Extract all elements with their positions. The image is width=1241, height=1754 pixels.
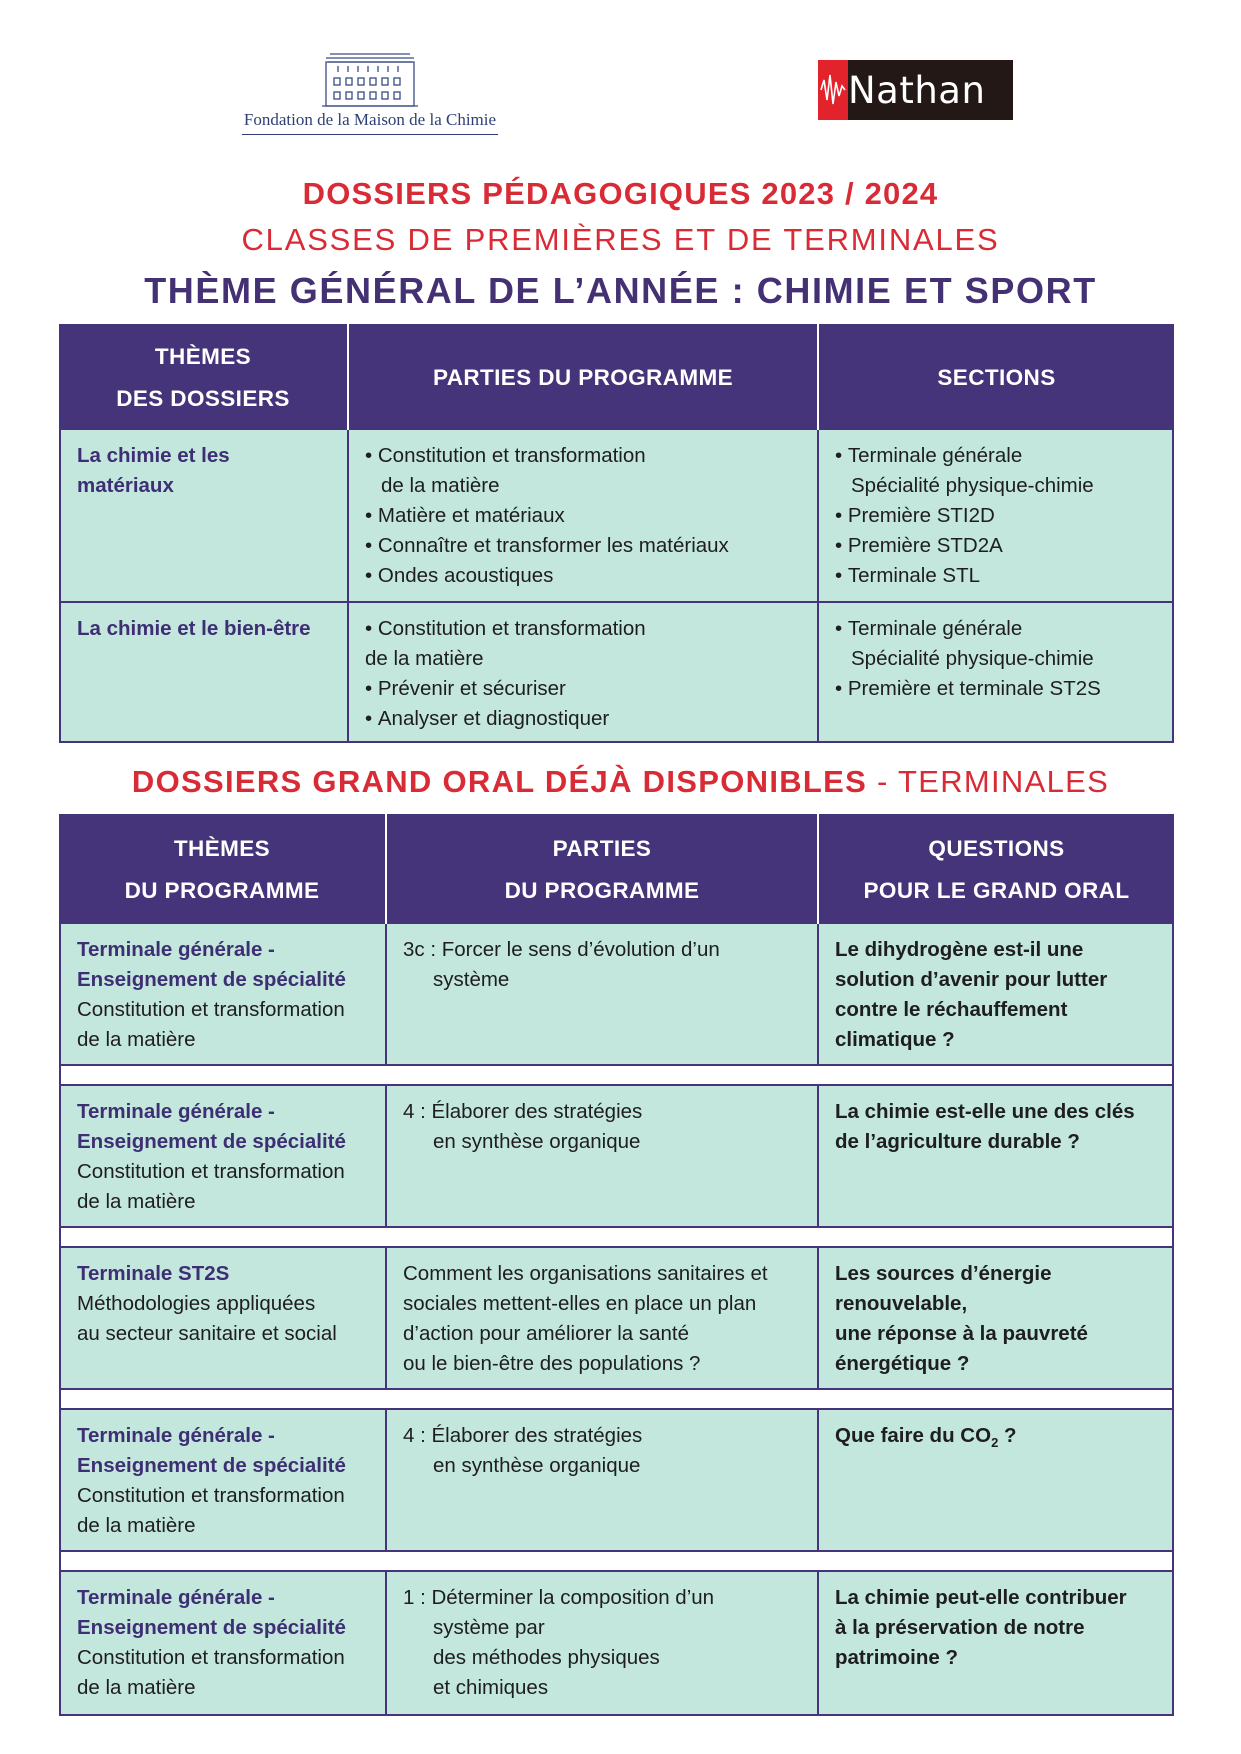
header-parties-programme: PARTIES DU PROGRAMME <box>385 814 817 926</box>
table-row <box>59 1408 1174 1552</box>
row-spacer <box>59 1066 1174 1086</box>
theme-cell: Terminale ST2S Méthodologies appliquées au secteur sanitaire et social <box>77 1262 337 1345</box>
theme-cell: Terminale générale - Enseignement de spécialité Constitution et transformation de la matière <box>77 1100 346 1213</box>
partie-cell: 4 : Élaborer des stratégies en synthèse organique <box>385 1410 817 1550</box>
theme-cell: La chimie et les matériaux <box>77 444 230 497</box>
table-row <box>59 430 1174 603</box>
page-theme: THÈME GÉNÉRAL DE L’ANNÉE : CHIMIE ET SPORT <box>144 270 1097 311</box>
fondation-caption: Fondation de la Maison de la Chimie <box>243 110 497 129</box>
nathan-wordmark: Nathan <box>848 69 986 112</box>
row-spacer <box>59 1390 1174 1410</box>
header-questions: QUESTIONS POUR LE GRAND ORAL <box>817 814 1174 926</box>
header-themes-programme: THÈMES DU PROGRAMME <box>124 836 320 903</box>
table-row <box>59 601 1174 743</box>
grand-oral-table-header <box>59 814 1174 926</box>
table-row <box>59 1246 1174 1390</box>
partie-cell: 4 : Élaborer des stratégies en synthèse organique <box>385 1086 817 1226</box>
header-sections: SECTIONS <box>817 324 1174 432</box>
partie-cell: 3c : Forcer le sens d’évolution d’un système <box>385 924 817 1064</box>
nathan-wave-icon <box>818 60 848 120</box>
question-cell: Le dihydrogène est-il une solution d’avenir pour lutter contre le réchauffement climatique ? <box>817 924 1172 1064</box>
page-subtitle: CLASSES DE PREMIÈRES ET DE TERMINALES <box>241 222 1000 257</box>
page-title: DOSSIERS PÉDAGOGIQUES 2023 / 2024 <box>302 176 939 211</box>
grand-oral-title-rest: - TERMINALES <box>867 764 1110 799</box>
sections-cell: • Terminale générale Spécialité physique-chimie • Première et terminale ST2S <box>817 603 1172 741</box>
theme-cell: Terminale générale - Enseignement de spécialité Constitution et transformation de la matière <box>77 1424 346 1537</box>
row-spacer <box>59 1228 1174 1248</box>
dossiers-table-header <box>59 324 1174 432</box>
parties-cell: • Constitution et transformation de la matière • Prévenir et sécuriser • Analyser et diagnostiquer <box>347 603 817 741</box>
fondation-underline <box>242 134 498 135</box>
row-spacer <box>59 1552 1174 1572</box>
parties-cell: • Constitution et transformation de la matière • Matière et matériaux • Connaître et transformer les matériaux • Ondes acoustiques <box>347 430 817 601</box>
partie-cell: Comment les organisations sanitaires et sociales mettent-elles en place un plan d’action pour améliorer la santé ou le bien-être des populations ? <box>385 1248 817 1388</box>
header-themes: THÈMES DES DOSSIERS <box>116 344 290 411</box>
table-row <box>59 1084 1174 1228</box>
theme-cell: Terminale générale - Enseignement de spécialité Constitution et transformation de la matière <box>77 938 346 1051</box>
question-cell: Que faire du $CO_2$ ? <box>817 1410 1172 1550</box>
table-row <box>59 924 1174 1066</box>
partie-cell: 1 : Déterminer la composition d’un système par des méthodes physiques et chimiques <box>385 1572 817 1714</box>
grand-oral-title <box>0 764 1241 800</box>
header-parties: PARTIES DU PROGRAMME <box>347 324 817 432</box>
grand-oral-title-bold: DOSSIERS GRAND ORAL DÉJÀ DISPONIBLES <box>131 764 868 799</box>
question-cell: La chimie peut-elle contribuer à la préservation de notre patrimoine ? <box>817 1572 1172 1714</box>
sections-cell: • Terminale générale Spécialité physique-chimie • Première STI2D • Première STD2A • Terminale STL <box>817 430 1172 601</box>
nathan-logo <box>818 60 1013 120</box>
theme-cell: Terminale générale - Enseignement de spécialité Constitution et transformation de la matière <box>77 1586 346 1699</box>
question-cell: La chimie est-elle une des clés de l’agriculture durable ? <box>817 1086 1172 1226</box>
maison-chimie-building-icon <box>320 52 420 110</box>
theme-cell: La chimie et le bien-être <box>77 617 311 640</box>
table-row <box>59 1570 1174 1716</box>
fondation-logo <box>240 52 500 138</box>
question-cell: Les sources d’énergie renouvelable, une réponse à la pauvreté énergétique ? <box>817 1248 1172 1388</box>
